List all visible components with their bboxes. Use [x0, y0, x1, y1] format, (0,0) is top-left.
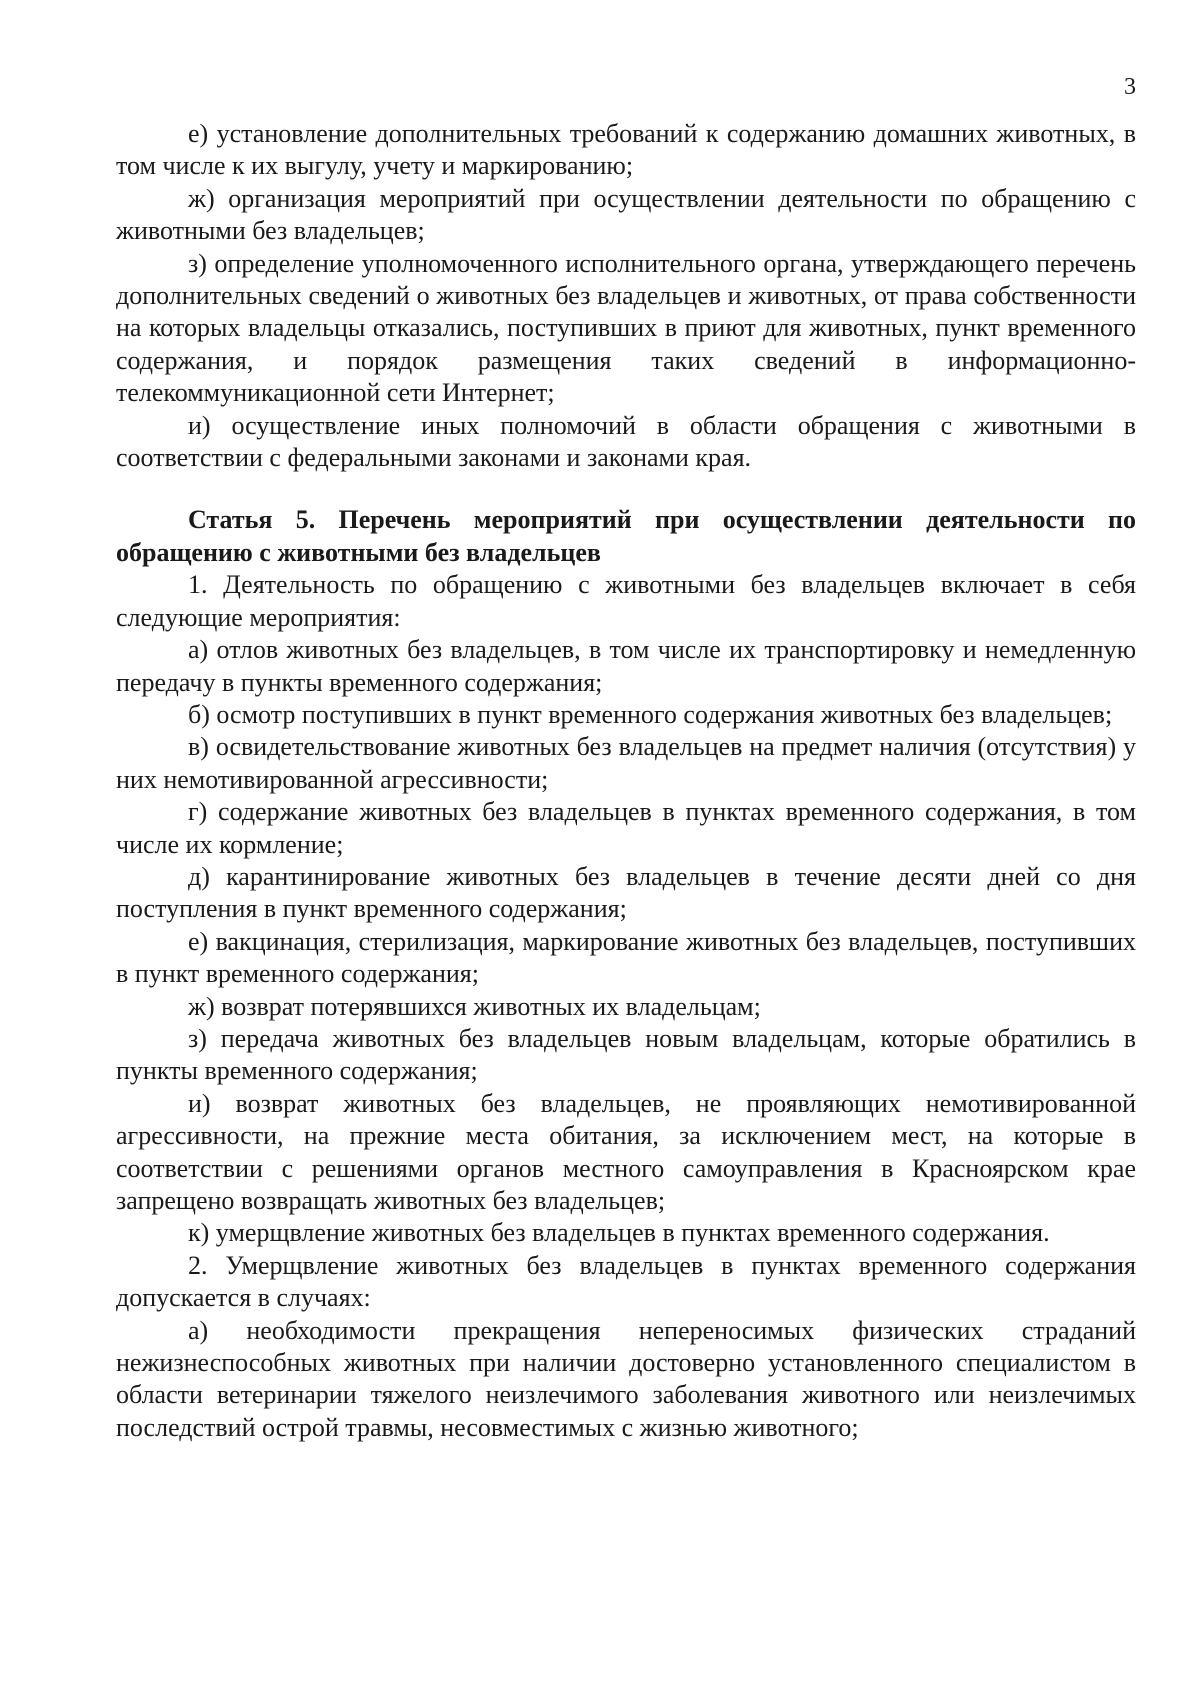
article-heading: Статья 5. Перечень мероприятий при осуществлении деятельности по обращению с животными без владельцев [116, 505, 1136, 567]
page-number: 3 [1124, 74, 1136, 100]
list-item: ж) возврат потерявшихся животных их владельцам; [188, 991, 761, 1021]
list-item: и) возврат животных без владельцев, не проявляющих немотивированной агрессивности, на прежние места обитания, за исключением мест, на которые в соответствии с решениями органов местного самоуправления в Красноярском крае запрещено возвращать животных без владельцев; [116, 1088, 1136, 1215]
document-body [116, 118, 1136, 1444]
list-item: а) отлов животных без владельцев, в том числе их транспортировку и немедленную передачу в пункты временного содержания; [116, 635, 1136, 697]
list-item: ж) организация мероприятий при осуществлении деятельности по обращению с животными без владельцев; [116, 183, 1136, 246]
list-item: в) освидетельствование животных без владельцев на предмет наличия (отсутствия) у них немотивированной агрессивности; [116, 732, 1136, 794]
list-item: к) умерщвление животных без владельцев в пунктах временного содержания. [188, 1218, 1050, 1248]
list-item: б) осмотр поступивших в пункт временного содержания животных без владельцев; [188, 699, 1113, 729]
list-item: и) осуществление иных полномочий в области обращения с животными в соответствии с федеральными законами и законами края. [116, 410, 1136, 473]
list-item: з) определение уполномоченного исполнительного органа, утверждающего перечень дополнительных сведений о животных без владельцев и животных, от права собственности на которых владельцы отказались, поступивших в приют для животных, пункт временного содержания, и порядок размещения таких сведений в информационно-телекоммуникационной сети Интернет; [116, 248, 1136, 408]
article-paragraph: 1. Деятельность по обращению с животными без владельцев включает в себя следующие мероприятия: [116, 570, 1136, 632]
list-item: е) вакцинация, стерилизация, маркирование животных без владельцев, поступивших в пункт временного содержания; [116, 926, 1136, 989]
list-item: з) передача животных без владельцев новым владельцам, которые обратились в пункты временного содержания; [116, 1023, 1136, 1086]
list-item: д) карантинирование животных без владельцев в течение десяти дней со дня поступления в пункт временного содержания; [116, 861, 1136, 924]
list-item: е) установление дополнительных требований к содержанию домашних животных, в том числе к их выгулу, учету и маркированию; [116, 119, 1136, 181]
article-paragraph: 2. Умерщвление животных без владельцев в пунктах временного содержания допускается в случаях: [116, 1250, 1136, 1313]
list-item: а) необходимости прекращения непереносимых физических страданий нежизнеспособных животных при наличии достоверно установленного специалистом в области ветеринарии тяжелого неизлечимого заболевания животного или неизлечимых последствий острой травмы, несовместимых с жизнью животного; [116, 1315, 1136, 1442]
list-item: г) содержание животных без владельцев в пунктах временного содержания, в том числе их кормление; [116, 797, 1136, 859]
